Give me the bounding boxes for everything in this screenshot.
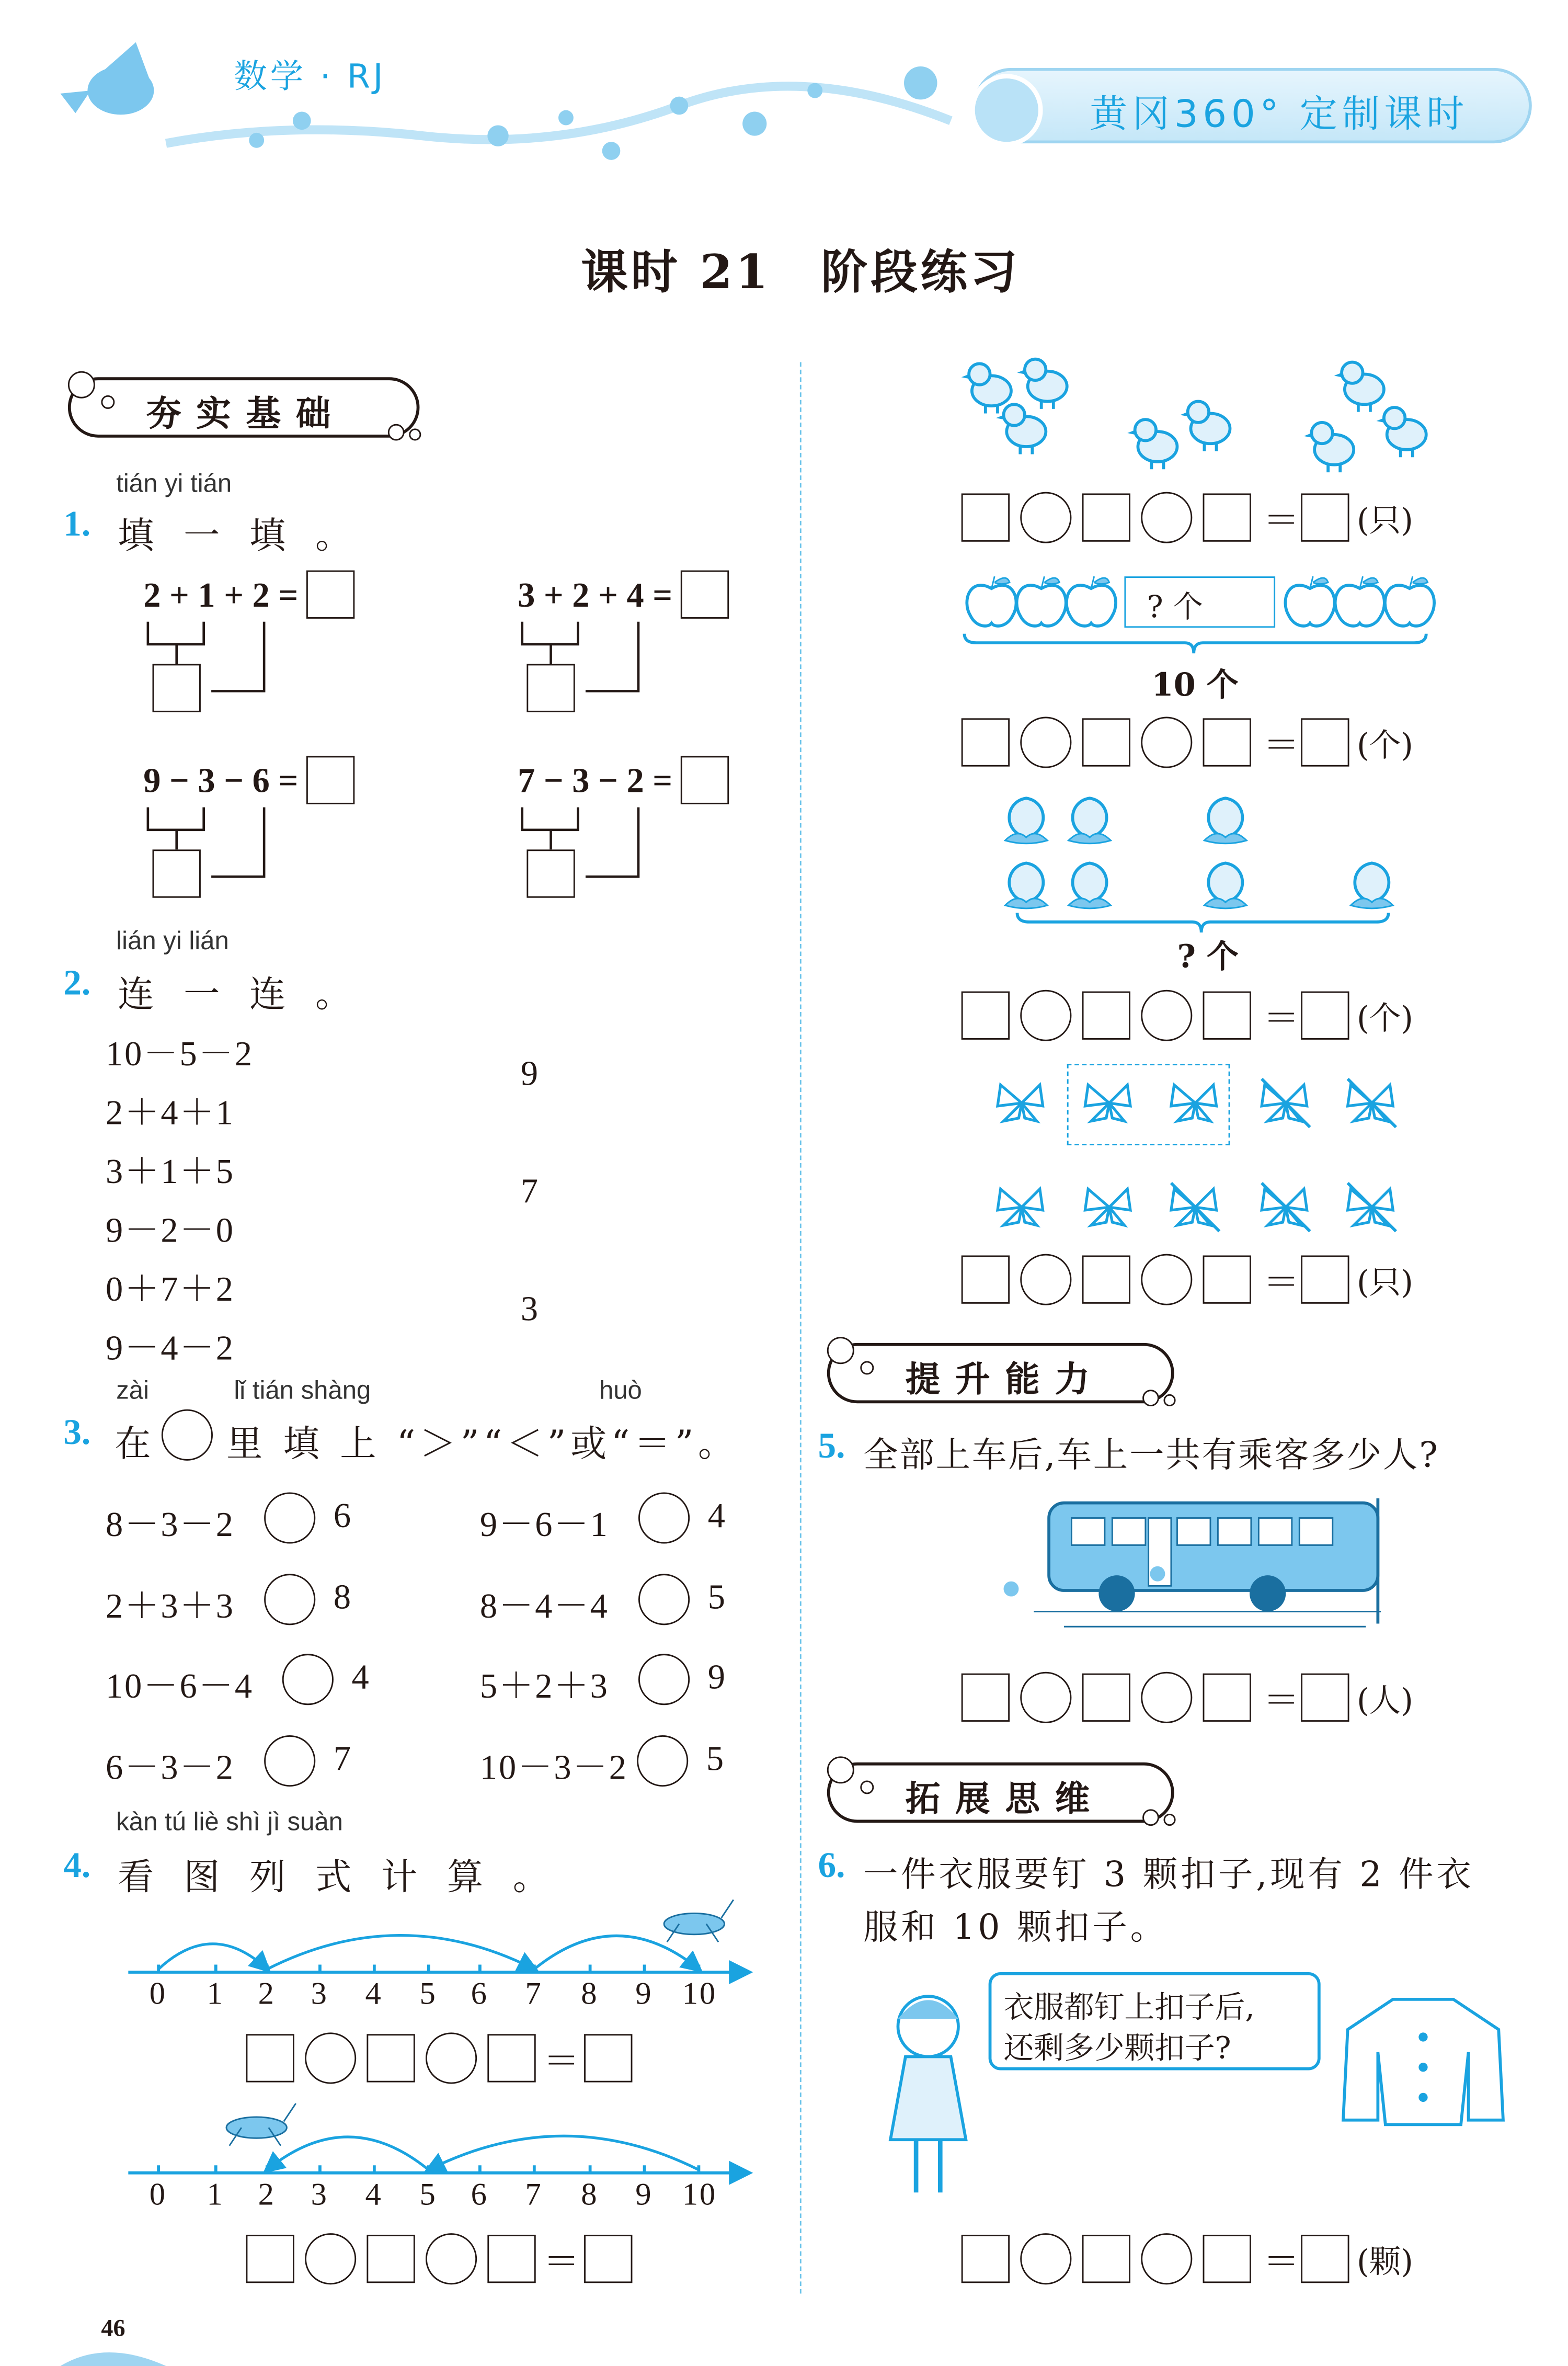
butterfly-crossed-icon [1253,1073,1319,1133]
apple-icon [1376,571,1443,631]
answer-box[interactable] [962,718,1010,766]
q1-result-box[interactable] [681,571,729,619]
axis-label: 7 [525,2176,543,2212]
q1-partial-box[interactable] [527,664,575,712]
q2-right-number: 9 [520,1054,540,1093]
page-title: 课时 21 阶段练习 [581,246,1021,301]
answer-box[interactable] [1203,2235,1251,2283]
q3-rhs: 4 [351,1658,371,1696]
operator-circle[interactable] [1141,492,1192,543]
peach-icon [1057,789,1123,849]
number-line [0,2083,1568,2203]
apple-box-label: ? 个 [1147,588,1203,625]
butterfly-icon [1162,1073,1229,1133]
q2-left-expression: 0＋7＋2 [106,1270,235,1309]
q6-question-line1: 一件衣服要钉 3 颗扣子,现有 2 件衣 [863,1856,1474,1895]
q6-question-line2: 服和 10 颗扣子。 [863,1908,1168,1948]
answer-box[interactable] [1082,1674,1130,1722]
q1-equation: 2 + 1 + 2 = [143,576,299,615]
answer-box[interactable] [1203,992,1251,1040]
q5-question: 全部上车后,车上一共有乘客多少人? [863,1436,1439,1476]
answer-box[interactable] [367,2235,415,2283]
apple-total-label: 10 个 [1151,665,1239,703]
q3-rhs: 5 [706,1739,725,1777]
answer-box[interactable] [246,2034,294,2082]
q3-rhs: 8 [333,1577,352,1616]
answer-box[interactable] [367,2034,415,2082]
operator-circle[interactable] [305,2233,356,2284]
q2-instruction: 连 一 连 。 [118,973,361,1016]
operator-circle[interactable] [1141,1672,1192,1723]
unit-label: (只) [1356,1264,1413,1301]
equals-sign: ＝ [1263,1264,1300,1304]
q1-result-box[interactable] [306,571,354,619]
q2-pinyin: lián yi lián [116,926,229,956]
section-title: 拓展思维 [905,1780,1105,1820]
jump-arc [267,2137,429,2170]
q3-expression: 2＋3＋3 [106,1586,235,1624]
q3-circle-example [162,1409,213,1461]
q3-pinyin-zai: zài [116,1376,149,1405]
jump-arc [534,1936,699,1969]
series-banner [974,68,1532,143]
equals-sign: ＝ [543,2043,580,2083]
q3-compare-circle[interactable] [282,1654,334,1705]
axis-label: 9 [635,2176,653,2212]
axis-label: 5 [419,1975,437,2011]
q2-left-expression: 10－5－2 [106,1035,254,1073]
bus-illustration-icon [989,1491,1389,1634]
answer-box[interactable] [1082,2235,1130,2283]
axis-label: 1 [207,2176,224,2212]
q3-expression: 6－3－2 [106,1748,235,1786]
q3-expression: 9－6－1 [479,1506,609,1544]
butterfly-crossed-icon [1338,1073,1405,1133]
operator-circle[interactable] [426,2032,477,2084]
equals-sign: ＝ [543,2244,580,2283]
q3-expression: 8－4－4 [479,1586,609,1624]
butterfly-icon [1076,1073,1142,1133]
axis-label: 2 [258,1975,276,2011]
operator-circle[interactable] [1020,492,1071,543]
operator-circle[interactable] [1020,716,1071,768]
operator-circle[interactable] [1141,716,1192,768]
banner-cap [970,74,1043,146]
q3-rhs: 9 [707,1658,727,1696]
q3-rhs: 4 [707,1497,727,1535]
axis-label: 8 [581,2176,599,2212]
chick-icon [1177,392,1243,452]
q3-expression: 5＋2＋3 [479,1667,609,1705]
answer-box[interactable] [1082,718,1130,766]
q3-instruction-b: 里 填 上 “＞”“＜”或“＝”。 [226,1423,739,1465]
section-title: 夯实基础 [146,395,346,435]
answer-box[interactable] [1203,1255,1251,1303]
answer-box[interactable] [1082,992,1130,1040]
q3-compare-circle[interactable] [638,1654,690,1705]
bubble-line2: 还剩多少颗扣子? [1003,2029,1231,2066]
q2-right-number: 7 [520,1172,540,1210]
operator-circle[interactable] [1020,2233,1071,2284]
q1-equation: 7 − 3 − 2 = [518,762,673,800]
axis-label: 6 [471,2176,488,2212]
answer-box[interactable] [962,992,1010,1040]
equals-sign: ＝ [1263,727,1300,767]
axis-label: 6 [471,1975,488,2011]
q3-compare-circle[interactable] [264,1573,315,1624]
answer-box[interactable] [962,1674,1010,1722]
equals-sign: ＝ [1263,2244,1300,2283]
grasshopper-icon [226,2103,296,2146]
q3-expression: 10－6－4 [106,1667,254,1705]
butterfly-icon [1076,1177,1142,1237]
q3-compare-circle[interactable] [264,1735,315,1786]
equals-sign: ＝ [1263,1000,1300,1040]
operator-circle[interactable] [1020,990,1071,1041]
equals-sign: ＝ [1263,502,1300,542]
jump-arc [158,1944,267,1969]
bubble-line1: 衣服都钉上扣子后, [1003,1988,1255,2025]
unit-label: (颗) [1356,2244,1413,2280]
q4-number: 4. [63,1847,91,1886]
section-header-basics [68,377,420,437]
page-number: 46 [101,2316,125,2342]
q4-pinyin: kàn tú liè shì jì suàn [116,1807,344,1837]
q3-pinyin-huo: huò [599,1376,642,1405]
peach-total-label: ? 个 [1177,937,1239,975]
operator-circle[interactable] [1020,1254,1071,1305]
q3-compare-circle[interactable] [638,1573,690,1624]
q1-equation: 3 + 2 + 4 = [518,576,673,615]
q3-rhs: 6 [333,1497,352,1535]
q3-expression: 8－3－2 [106,1506,235,1544]
operator-circle[interactable] [1141,2233,1192,2284]
butterfly-icon [989,1073,1055,1133]
peach-icon [993,789,1059,849]
operator-circle[interactable] [1141,1254,1192,1305]
section-title: 提升能力 [905,1361,1105,1401]
apple-box [1124,576,1275,628]
axis-label: 3 [311,2176,328,2212]
axis-label: 4 [365,1975,383,2011]
chick-icon [1374,399,1440,459]
butterfly-crossed-icon [1338,1177,1405,1237]
q1-equation: 9 − 3 − 6 = [143,762,299,800]
axis-label: 8 [581,1975,599,2011]
answer-box[interactable] [962,2235,1010,2283]
axis-label: 0 [149,1975,167,2011]
operator-circle[interactable] [305,2032,356,2084]
axis-label: 7 [525,1975,543,2011]
q1-instruction: 填 一 填 。 [118,514,361,557]
section-header-improve [827,1343,1174,1403]
butterfly-crossed-icon [1162,1177,1229,1237]
answer-box[interactable] [487,2034,535,2082]
answer-box[interactable] [1301,718,1349,766]
q2-left-expression: 9－4－2 [106,1329,235,1367]
q1-pinyin: tián yi tián [116,469,232,498]
q3-rhs: 7 [333,1739,352,1777]
answer-box[interactable] [1082,493,1130,541]
q1-partial-box[interactable] [153,664,201,712]
q1-number: 1. [63,505,91,545]
peach-icon [1057,854,1123,914]
answer-box[interactable] [1203,493,1251,541]
answer-box[interactable] [1082,1255,1130,1303]
q5-number: 5. [818,1427,845,1467]
column-divider [800,362,802,2293]
jump-arc [429,2136,699,2170]
answer-box[interactable] [246,2235,294,2283]
answer-box[interactable] [1301,992,1349,1040]
axis-label: 1 [207,1975,224,2011]
answer-box[interactable] [487,2235,535,2283]
unit-label: (人) [1356,1682,1413,1719]
unit-label: (个) [1356,727,1413,764]
q2-left-expression: 2＋4＋1 [106,1094,235,1132]
chick-icon [1301,414,1367,474]
number-line [0,1882,1568,2003]
q2-right-number: 3 [520,1290,540,1328]
axis-label: 0 [149,2176,167,2212]
unit-label: (个) [1356,1000,1413,1037]
answer-box[interactable] [584,2034,632,2082]
q2-left-expression: 3＋1＋5 [106,1153,235,1191]
q1-result-box[interactable] [306,756,354,804]
unit-label: (只) [1356,502,1413,539]
q3-expression: 10－3－2 [479,1748,628,1786]
q3-compare-circle[interactable] [264,1492,315,1543]
peach-icon [1192,789,1258,849]
header-decoration-icon [45,30,981,166]
subject-label: 数学 · RJ [234,59,386,97]
answer-box[interactable] [1301,1255,1349,1303]
q3-compare-circle[interactable] [637,1735,688,1786]
answer-box[interactable] [1203,718,1251,766]
q2-left-expression: 9－2－0 [106,1211,235,1249]
axis-label: 9 [635,1975,653,2011]
apple-brace-icon [962,631,1433,661]
answer-box[interactable] [1301,493,1349,541]
axis-label: 10 [682,1975,717,2011]
butterfly-crossed-icon [1253,1177,1319,1237]
operator-circle[interactable] [1020,1672,1071,1723]
q3-rhs: 5 [707,1577,727,1616]
operator-circle[interactable] [1141,990,1192,1041]
q3-pinyin-li: lǐ tián shàng [234,1376,371,1405]
answer-box[interactable] [1203,1674,1251,1722]
butterfly-icon [989,1177,1055,1237]
axis-label: 2 [258,2176,276,2212]
operator-circle[interactable] [426,2233,477,2284]
equals-sign: ＝ [1263,1682,1300,1722]
peach-brace-icon [1014,910,1394,940]
q1-result-box[interactable] [681,756,729,804]
jump-arc [267,1936,534,1970]
answer-box[interactable] [1301,1674,1349,1722]
q6-number: 6. [818,1847,845,1886]
answer-box[interactable] [584,2235,632,2283]
q3-instruction-a: 在 [115,1423,160,1465]
q2-number: 2. [63,964,91,1004]
q1-partial-box[interactable] [527,849,575,897]
axis-label: 10 [682,2176,717,2212]
peach-icon [1192,854,1258,914]
q3-compare-circle[interactable] [638,1492,690,1543]
chick-icon [993,395,1059,456]
answer-box[interactable] [1301,2235,1349,2283]
axis-label: 5 [419,2176,437,2212]
axis-label: 4 [365,2176,383,2212]
q4-instruction: 看 图 列 式 计 算 。 [118,1856,558,1898]
answer-box[interactable] [962,493,1010,541]
peach-icon [993,854,1059,914]
apple-icon [1058,571,1124,631]
axis-label: 3 [311,1975,328,2011]
q1-partial-box[interactable] [153,849,201,897]
book-corner-icon [60,2339,181,2366]
peach-icon [1338,854,1405,914]
section-header-extend [827,1762,1174,1823]
series-label: 黄冈360° 定制课时 [1090,92,1469,136]
answer-box[interactable] [962,1255,1010,1303]
grasshopper-icon [664,1899,734,1942]
q3-number: 3. [63,1414,91,1453]
